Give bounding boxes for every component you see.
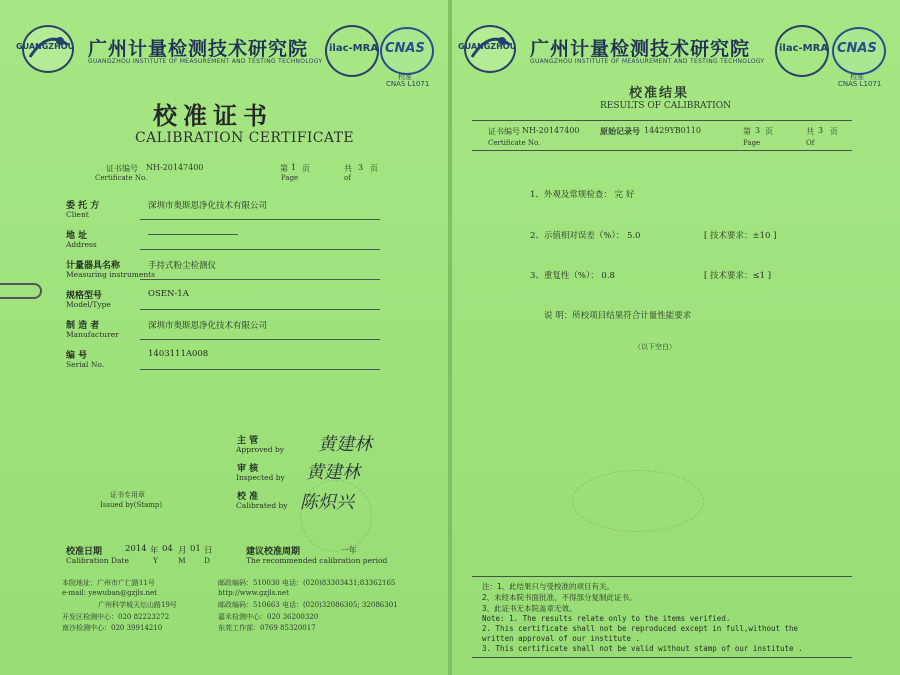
date-label-cn: 校准日期 bbox=[66, 547, 103, 557]
calibrated-label-en: Calibrated by bbox=[236, 501, 288, 510]
field-underline bbox=[140, 279, 380, 280]
footer-address-line: 开发区检测中心：020 82223272 bbox=[62, 613, 170, 621]
field-label-en: Model/Type bbox=[66, 300, 111, 309]
field-underline bbox=[140, 309, 380, 310]
result-item: 1、外观及常规检查： 完 好 bbox=[530, 190, 635, 200]
field-underline bbox=[140, 249, 380, 250]
record-value: 14429YB0110 bbox=[644, 126, 701, 135]
field-label-en: Measuring instruments bbox=[66, 270, 156, 279]
notes-rule bbox=[472, 576, 852, 577]
note-cn-line: 注：1、此结果只与受校准的项目有关。 bbox=[482, 582, 615, 591]
note-cn-line: 3、此证书无本院盖章无效。 bbox=[482, 604, 577, 613]
certificate-title-cn: 校准证书 bbox=[153, 101, 273, 130]
paper-clip-icon bbox=[0, 283, 42, 299]
page-num: 1 bbox=[291, 163, 297, 172]
field-label-cn: 计量器具名称 bbox=[66, 261, 121, 271]
field-underline bbox=[140, 369, 380, 370]
cert-no-value: NH-20147400 bbox=[146, 163, 204, 172]
field-value: 1403111A008 bbox=[148, 349, 209, 359]
footer-address-line: 南沙检测中心：020 39914210 bbox=[62, 624, 163, 632]
of-label-en: of bbox=[344, 174, 351, 182]
stamp-label-cn: 证书专用章 bbox=[110, 491, 145, 499]
cnas-code: CNAS L1071 bbox=[386, 80, 430, 88]
footer-address-line: 广州科学城天坛山路19号 bbox=[98, 601, 177, 609]
result-remark: 说 明：所校项目结果符合计量性能要求 bbox=[544, 311, 692, 321]
field-underline bbox=[140, 339, 380, 340]
date-year-unit: 年 bbox=[150, 546, 159, 556]
logo-text: GUANGZHOU bbox=[458, 42, 517, 51]
period-label-cn: 建议校准周期 bbox=[246, 547, 301, 557]
institute-name-en: GUANGZHOU INSTITUTE OF MEASUREMENT AND TESTING TECHNOLOGY bbox=[88, 58, 323, 65]
header-rule bbox=[472, 120, 852, 121]
page-label-cn: 第 bbox=[743, 127, 751, 136]
date-label-en: Calibration Date bbox=[66, 556, 129, 565]
field-value: 深圳市奥斯恩净化技术有限公司 bbox=[148, 201, 268, 211]
of-label-cn: 共 bbox=[344, 164, 352, 173]
cnas-label: CNAS bbox=[385, 41, 425, 56]
cert-no-label-en: Certificate No. bbox=[95, 174, 148, 182]
calibrated-signature: 陈炽兴 bbox=[300, 492, 354, 513]
page-unit: 页 bbox=[765, 127, 773, 136]
period-label-en: The recommended calibration period bbox=[246, 556, 388, 565]
record-label-cn: 原始记录号 bbox=[600, 126, 640, 136]
ilac-label: ilac-MRA bbox=[329, 43, 379, 54]
field-value: OSEN-1A bbox=[148, 289, 189, 299]
logo-text: GUANGZHOU bbox=[16, 42, 75, 51]
inspected-label-cn: 审 核 bbox=[237, 464, 259, 474]
note-en-line: written approval of our institute . bbox=[482, 634, 641, 643]
of-label-en: Of bbox=[806, 139, 815, 147]
ilac-label: ilac-MRA bbox=[779, 43, 829, 54]
period-value: 一年 bbox=[340, 546, 358, 556]
result-item: 2、示值相对误差（%）： 5.0 bbox=[530, 231, 641, 241]
results-title-en: RESULTS OF CALIBRATION bbox=[600, 101, 731, 111]
address-mask-line bbox=[148, 234, 238, 235]
stamp-label-en: Issued by(Stamp) bbox=[100, 501, 163, 509]
field-label-cn: 编 号 bbox=[66, 351, 88, 361]
field-label-cn: 制 造 者 bbox=[66, 321, 100, 331]
page-unit: 页 bbox=[302, 164, 310, 173]
field-label-cn: 委 托 方 bbox=[66, 201, 100, 211]
of-num: 3 bbox=[358, 163, 364, 172]
footer-contact-line: http://www.gzjls.net bbox=[218, 589, 289, 597]
calibrated-label-cn: 校 准 bbox=[237, 492, 259, 502]
of-label-cn: 共 bbox=[806, 127, 814, 136]
cnas-sub-cn: 校准 bbox=[398, 73, 412, 81]
field-label-en: Client bbox=[66, 210, 89, 219]
field-underline bbox=[140, 219, 380, 220]
note-en-line: Note: 1. The results relate only to the items verified. bbox=[482, 614, 731, 623]
field-label-en: Address bbox=[66, 240, 97, 249]
cert-no-label-en: Certificate No. bbox=[488, 139, 541, 147]
approved-signature: 黄建林 bbox=[318, 434, 372, 455]
institute-name-cn: 广州计量检测技术研究院 bbox=[88, 38, 309, 60]
date-m-en: M bbox=[178, 556, 186, 565]
footer-address-line: e-mail: yewuban@gzjls.net bbox=[62, 589, 157, 597]
date-day: 01 bbox=[190, 544, 201, 554]
certificate-title-en: CALIBRATION CERTIFICATE bbox=[135, 130, 355, 146]
inspected-signature: 黄建林 bbox=[306, 462, 360, 483]
page-label-en: Page bbox=[281, 174, 299, 182]
result-requirement: [ 技术要求：≤1 ] bbox=[704, 271, 772, 281]
ilac-mra-badge bbox=[325, 25, 379, 77]
note-cn-line: 2、未经本院书面批准，不得部分复制此证书。 bbox=[482, 593, 637, 602]
cert-no-label-cn: 证书编号 bbox=[488, 127, 520, 136]
note-en-line: 2. This certificate shall not be reproduced except in full,without the bbox=[482, 624, 799, 633]
notes-rule bbox=[472, 657, 852, 658]
field-value: 深圳市奥斯恩净化技术有限公司 bbox=[148, 321, 268, 331]
result-item: 3、重复性（%）： 0.8 bbox=[530, 271, 615, 281]
cnas-sub-cn: 校准 bbox=[850, 73, 864, 81]
of-unit: 页 bbox=[370, 164, 378, 173]
field-label-en: Serial No. bbox=[66, 360, 105, 369]
date-year: 2014 bbox=[125, 544, 147, 554]
footer-contact-line: 东莞工作部：0769 85320017 bbox=[218, 624, 316, 632]
certificate-page-right bbox=[452, 0, 900, 675]
field-label-cn: 地 址 bbox=[66, 231, 88, 241]
date-y-en: Y bbox=[153, 556, 158, 565]
blank-marker: （以下空白） bbox=[634, 343, 676, 351]
inspected-label-en: Inspected by bbox=[236, 473, 285, 482]
field-label-en: Manufacturer bbox=[66, 330, 119, 339]
institute-name-en: GUANGZHOU INSTITUTE OF MEASUREMENT AND TESTING TECHNOLOGY bbox=[530, 58, 765, 65]
certificate-page-left bbox=[0, 0, 448, 675]
footer-contact-line: 嘉禾检测中心：020 36200320 bbox=[218, 613, 319, 621]
page-label-cn: 第 bbox=[280, 164, 288, 173]
date-month: 04 bbox=[162, 544, 173, 554]
footer-contact-line: 邮政编码：510030 电话：(020)83303431;83362165 bbox=[218, 579, 396, 587]
footer-address-line: 本院地址：广州市广仁路11号 bbox=[62, 579, 155, 587]
institute-name-cn: 广州计量检测技术研究院 bbox=[530, 38, 751, 60]
of-num: 3 bbox=[818, 126, 824, 135]
ilac-mra-badge bbox=[775, 25, 829, 77]
cnas-badge bbox=[832, 27, 886, 75]
date-d-en: D bbox=[204, 556, 211, 565]
footer-contact-line: 邮政编码：510663 电话：(020)32086305; 32086301 bbox=[218, 601, 398, 609]
cnas-badge bbox=[380, 27, 434, 75]
cert-no-value: NH-20147400 bbox=[522, 126, 580, 135]
date-month-unit: 月 bbox=[178, 546, 187, 556]
results-title-cn: 校准结果 bbox=[629, 86, 690, 101]
header-rule bbox=[472, 150, 852, 151]
cnas-code: CNAS L1071 bbox=[838, 80, 882, 88]
page-num: 3 bbox=[755, 126, 761, 135]
page-label-en: Page bbox=[743, 139, 761, 147]
date-day-unit: 日 bbox=[204, 546, 213, 556]
note-en-line: 3. This certificate shall not be valid without stamp of our institute . bbox=[482, 644, 803, 653]
cnas-label: CNAS bbox=[837, 41, 877, 56]
field-value: 手持式粉尘检测仪 bbox=[148, 261, 217, 271]
of-unit: 页 bbox=[830, 127, 838, 136]
approved-label-en: Approved by bbox=[236, 445, 285, 454]
watermark-seal bbox=[572, 470, 704, 532]
field-label-cn: 规格型号 bbox=[66, 291, 103, 301]
cert-no-label-cn: 证书编号 bbox=[106, 164, 138, 173]
approved-label-cn: 主 管 bbox=[237, 436, 259, 446]
result-requirement: [ 技术要求：±10 ] bbox=[704, 231, 777, 241]
